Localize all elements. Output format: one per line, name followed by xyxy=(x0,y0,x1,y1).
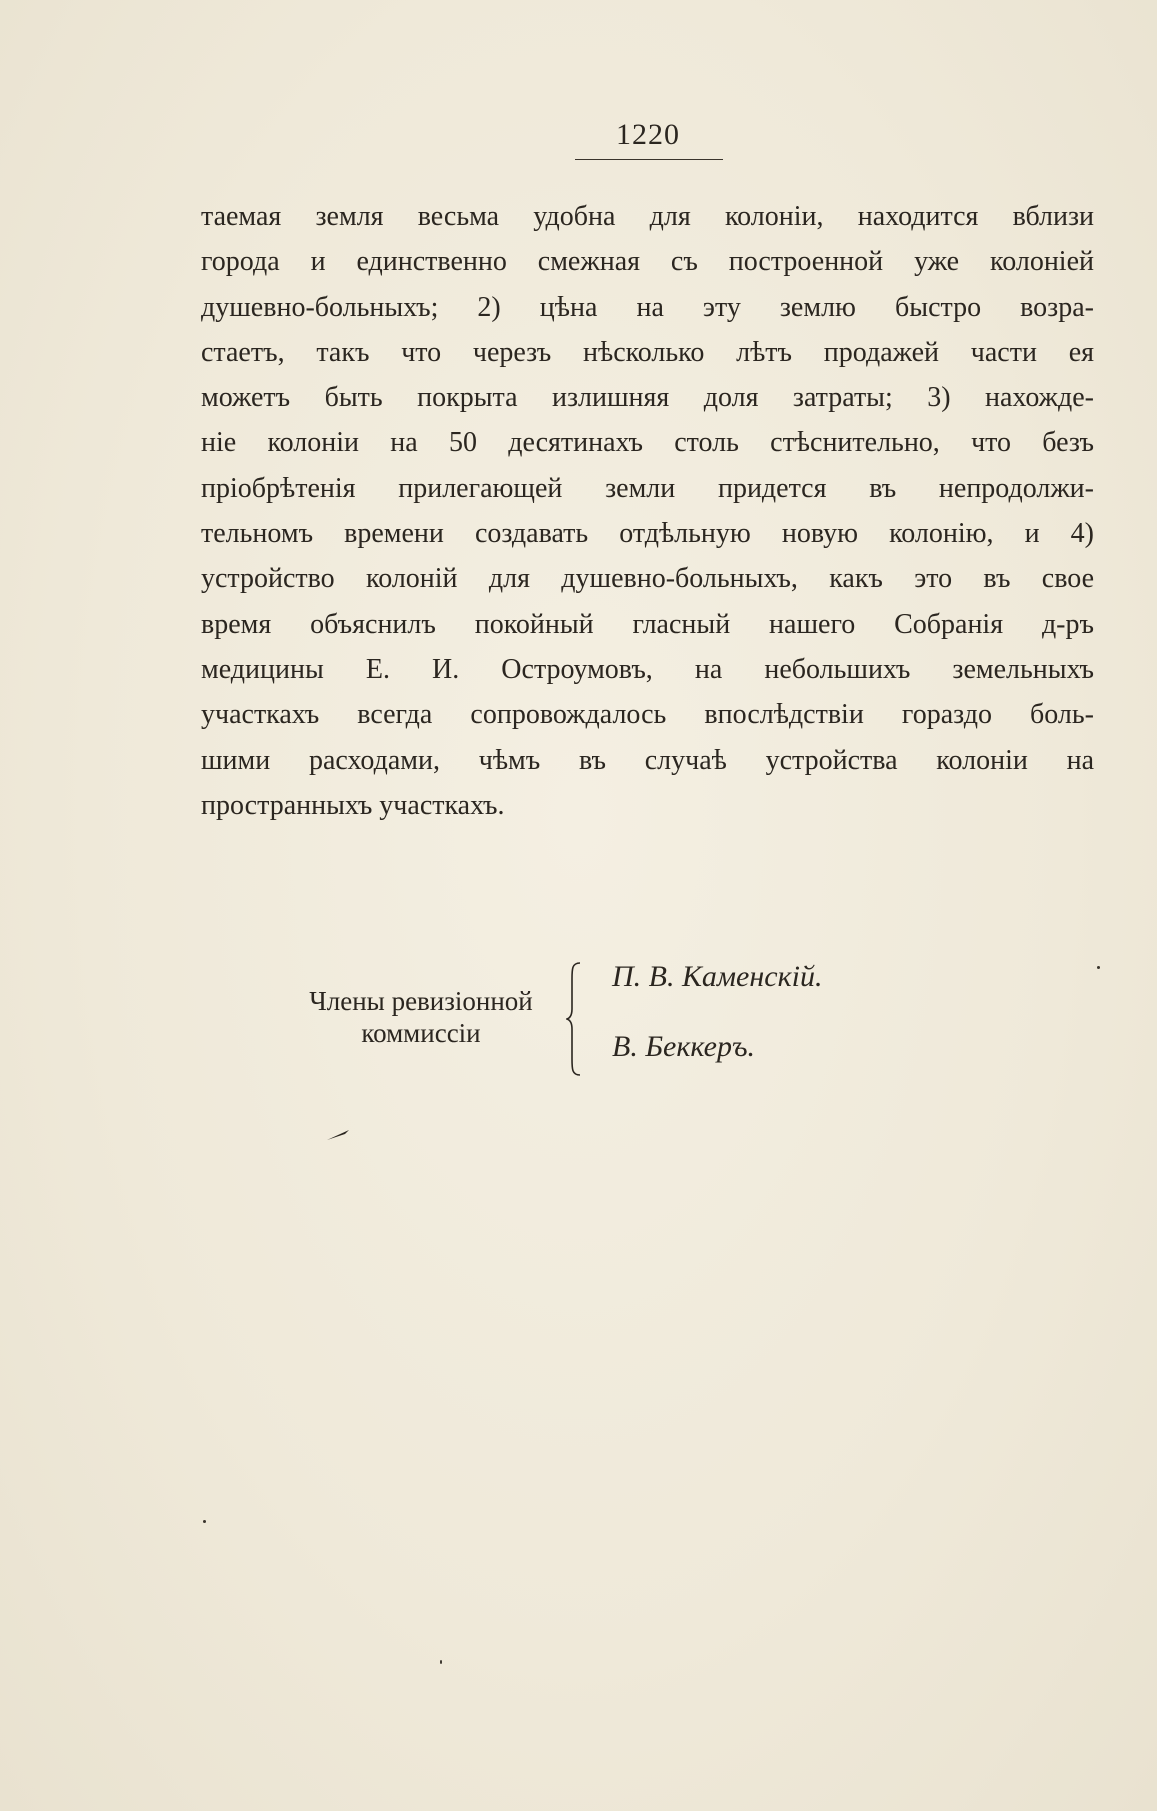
text-line: можетъ быть покрыта излишняя доля затраты; 3) нахожде- xyxy=(201,382,1094,414)
text-line: ніе колоніи на 50 десятинахъ столь стѣснительно, что безъ xyxy=(201,427,1094,459)
signature-name-kamensky: П. В. Каменскій. xyxy=(612,960,823,993)
text-line: пріобрѣтенія прилегающей земли придется въ непродолжи- xyxy=(201,472,1094,504)
text-line: тельномъ времени создавать отдѣльную новую колонію, и 4) xyxy=(201,518,1094,550)
text-line: шими расходами, чѣмъ въ случаѣ устройства колоніи на xyxy=(201,744,1094,776)
paper-speck xyxy=(203,1520,206,1523)
text-line: медицины Е. И. Остроумовъ, на небольшихъ земельныхъ xyxy=(201,653,1094,685)
text-line: участкахъ всегда сопровождалось впослѣдствіи гораздо боль- xyxy=(201,699,1094,731)
text-line: таемая земля весьма удобна для колоніи, находится вблизи xyxy=(201,201,1094,232)
paper-speck xyxy=(1097,966,1100,969)
text-line: города и единственно смежная съ построенной уже колоніей xyxy=(201,246,1094,278)
text-line: устройство колоній для душевно-больныхъ, какъ это въ свое xyxy=(201,563,1094,595)
text-line: пространныхъ участкахъ. xyxy=(201,789,505,821)
paper-speck xyxy=(440,1660,442,1664)
curly-brace-icon xyxy=(566,961,584,1077)
text-line: время объяснилъ покойный гласный нашего Собранія д-ръ xyxy=(201,608,1094,640)
commission-label-line1: Члены ревизіонной xyxy=(309,986,533,1016)
commission-label-line2: коммиссіи xyxy=(361,1018,481,1048)
commission-label xyxy=(280,985,562,1049)
page-number: 1220 xyxy=(616,118,680,151)
body-paragraph xyxy=(201,194,1094,828)
signature-block xyxy=(280,955,920,1085)
text-line: душевно-больныхъ; 2) цѣна на эту землю быстро возра- xyxy=(201,291,1094,323)
page-number-rule xyxy=(575,159,723,160)
signature-name-bekker: В. Беккеръ. xyxy=(612,1030,756,1063)
ink-mark-icon xyxy=(325,1128,351,1142)
text-line: стаетъ, такъ что черезъ нѣсколько лѣтъ продажей части ея xyxy=(201,336,1094,368)
